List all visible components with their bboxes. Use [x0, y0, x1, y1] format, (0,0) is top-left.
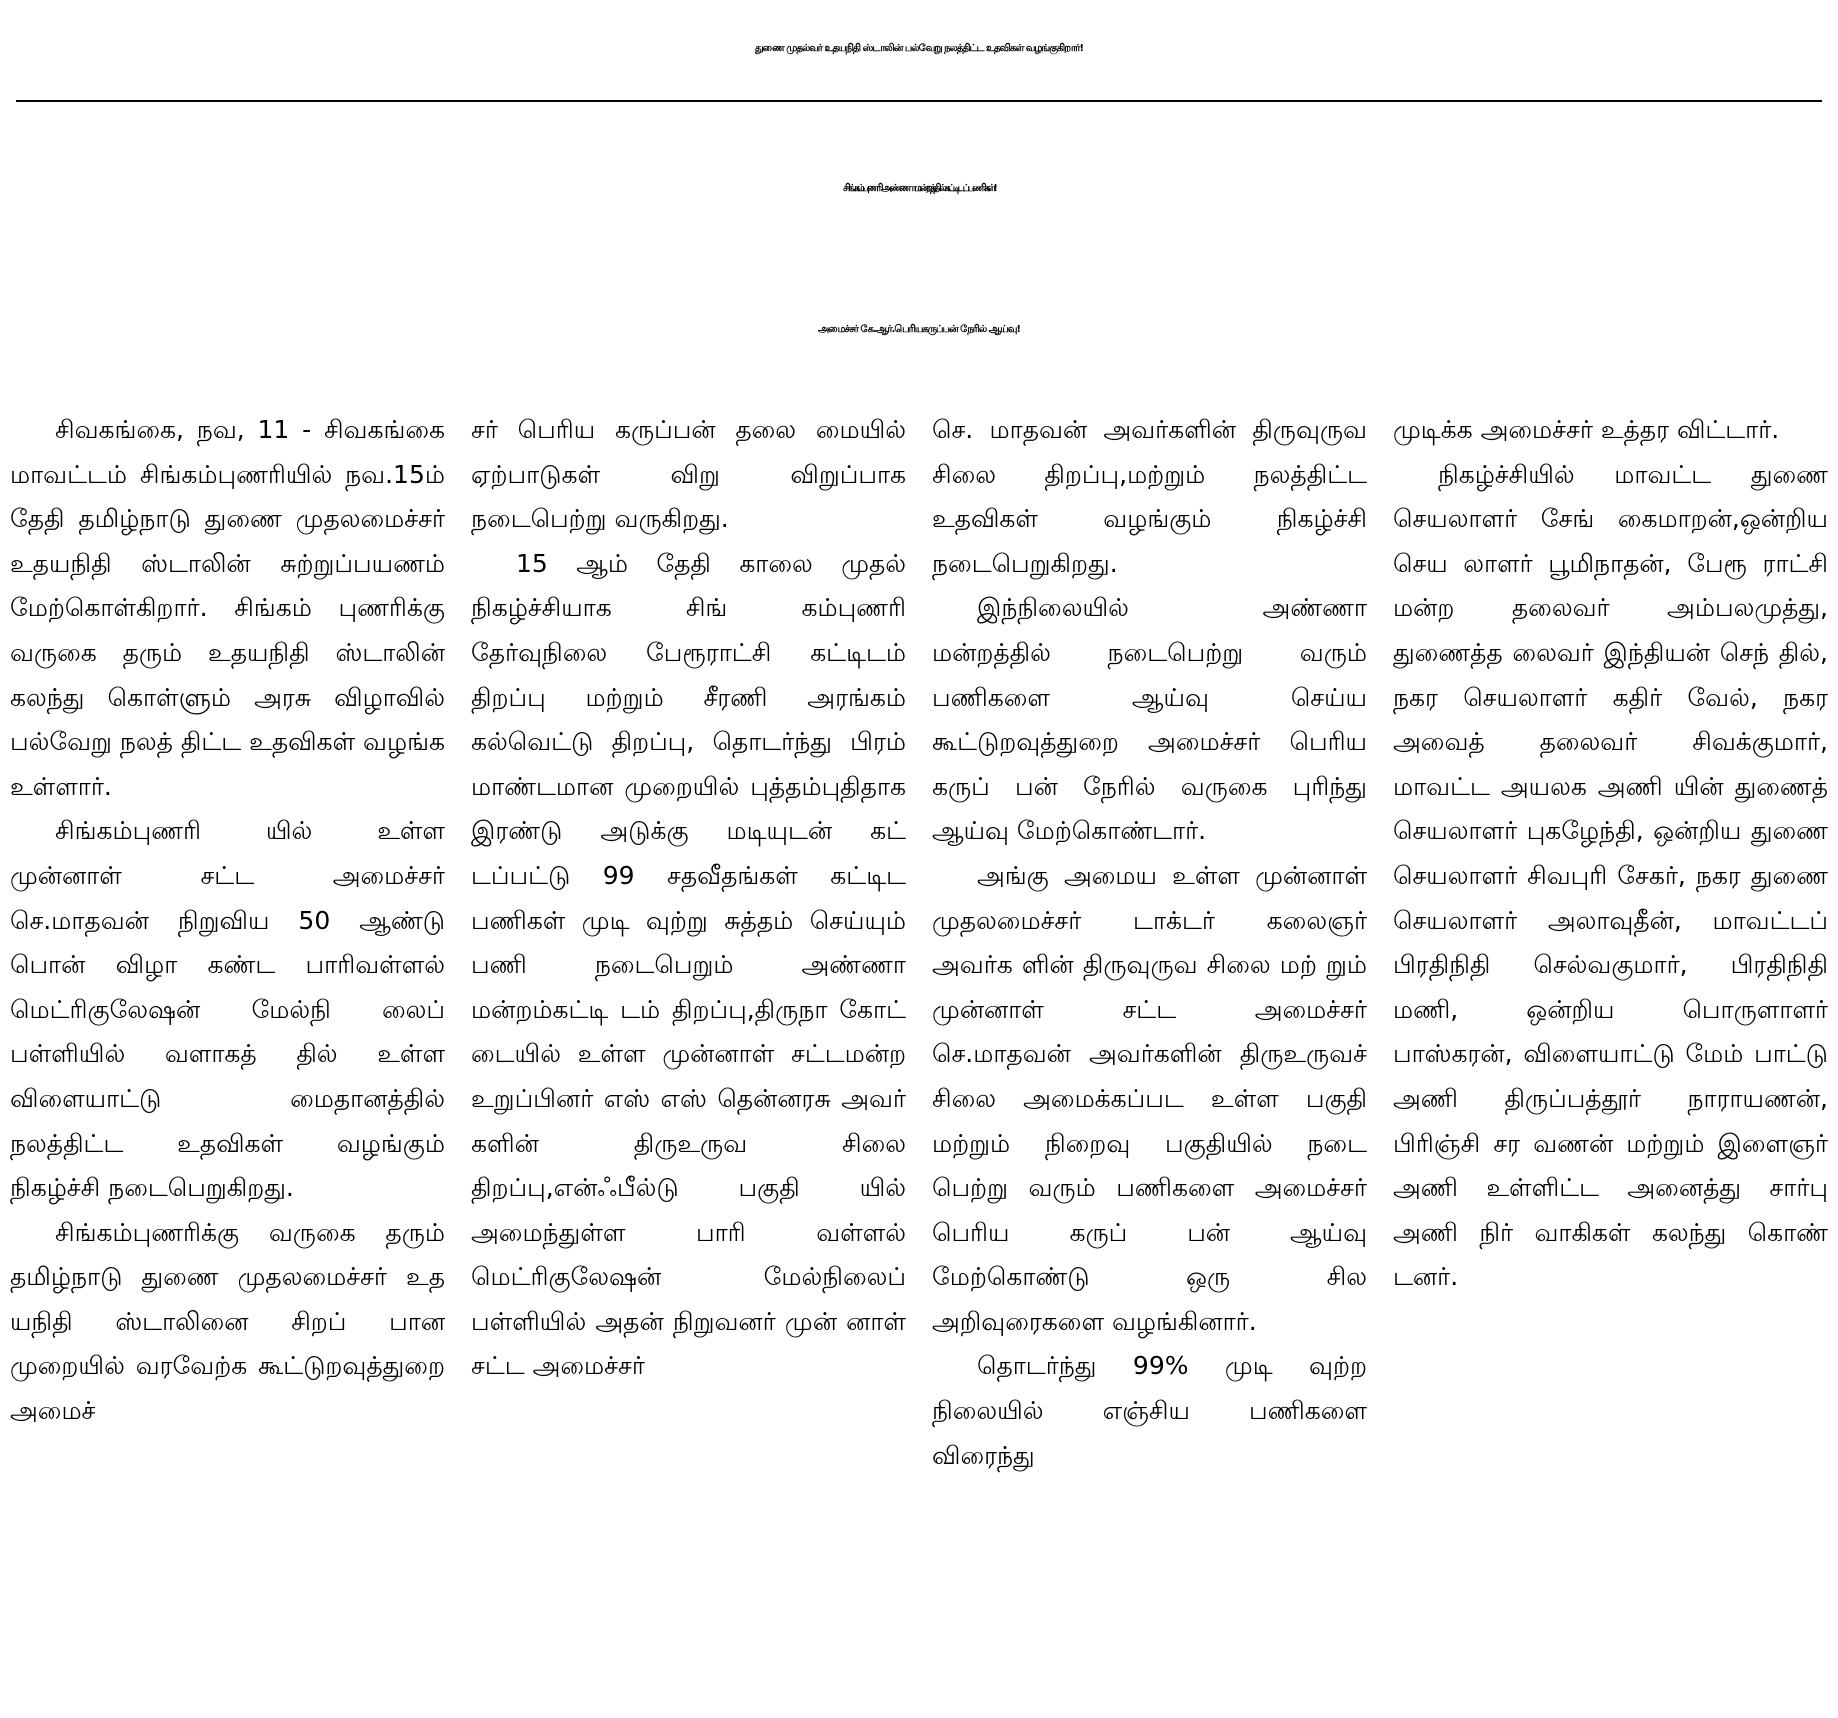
paragraph: செ. மாதவன் அவர்களின் திருவுருவ சிலை திறப்பு,மற்றும் நலத்திட்ட உதவிகள் வழங்கும் நிகழ்ச்சி நடைபெறுகிறது. — [932, 415, 1367, 578]
paragraph: தொடர்ந்து 99% முடி வுற்ற நிலையில் எஞ்சிய பணிகளை விரைந்து — [932, 1351, 1367, 1470]
paragraph: சிவகங்கை, நவ, 11 - சிவகங்கை மாவட்டம் சிங்கம்புணரியில் நவ.15ம் தேதி தமிழ்நாடு துணை முதலமைச்சர் உதயநிதி ஸ்டாலின் சுற்றுப்பயணம் மேற்கொள்கிறார். சிங்கம் புணரிக்கு வருகை தரும் உதயநிதி ஸ்டாலின் கலந்து கொள்ளும் அரசு விழாவில் பல்வேறு நலத் திட்ட உதவிகள் வழங்க உள்ளார். — [10, 415, 445, 801]
article-body — [10, 408, 1828, 1708]
sub-headline: அமைச்சர் கே.ஆர்.பெரியகருப்பன் நேரில் ஆய்வு! — [818, 324, 1020, 335]
article-column-4 — [1393, 408, 1828, 1708]
paragraph: சிங்கம்புணரிக்கு வருகை தரும் தமிழ்நாடு துணை முதலமைச்சர் உத யநிதி ஸ்டாலினை சிறப் பான முறையில் வரவேற்க கூட்டுறவுத்துறை அமைச் — [10, 1217, 445, 1426]
paragraph: நிகழ்ச்சியில் மாவட்ட துணை செயலாளர் சேங் கைமாறன்,ஒன்றிய செய லாளர் பூமிநாதன், பேரூ ராட்சி மன்ற தலைவர் அம்பலமுத்து, துணைத்த லைவர் இந்தியன் செந் தில், நகர செயலாளர் கதிர் வேல், நகர அவைத் தலைவர் சிவக்குமார், மாவட்ட அயலக அணி யின் துணைத் செயலாளர் புகழேந்தி, ஒன்றிய துணை செயலாளர் சிவபுரி சேகர், நகர துணை செயலாளர் அலாவுதீன், மாவட்டப் பிரதிநிதி செல்வகுமார், பிரதிநிதி மணி, ஒன்றிய பொருளாளர் பாஸ்கரன், விளையாட்டு மேம் பாட்டு அணி திருப்பத்தூர் நாராயணன், பிரிஞ்சி சர வணன் மற்றும் இளைஞர் அணி உள்ளிட்ட அனைத்து சார்பு அணி நிர் வாகிகள் கலந்து கொண் டனர். — [1393, 459, 1828, 1292]
article-column-1 — [10, 408, 445, 1708]
paragraph: இந்நிலையில் அண்ணா மன்றத்தில் நடைபெற்று வரும் பணிகளை ஆய்வு செய்ய கூட்டுறவுத்துறை அமைச்சர் பெரிய கருப் பன் நேரில் வருகை புரிந்து ஆய்வு மேற்கொண்டார். — [932, 593, 1367, 846]
paragraph: சர் பெரிய கருப்பன் தலை மையில் ஏற்பாடுகள் விறு விறுப்பாக நடைபெற்று வருகிறது. — [471, 415, 906, 534]
paragraph: முடிக்க அமைச்சர் உத்தர விட்டார். — [1393, 415, 1780, 444]
kicker-headline: துணை முதல்வர் உதயநிதி ஸ்டாலின் பல்வேறு நலத்திட்ட உதவிகள் வழங்குகிறார்! — [754, 43, 1084, 54]
article-column-3 — [932, 408, 1367, 1708]
paragraph: சிங்கம்புணரி யில் உள்ள முன்னாள் சட்ட அமைச்சர் செ.மாதவன் நிறுவிய 50 ஆண்டு பொன் விழா கண்ட பாரிவள்ளல் மெட்ரிகுலேஷன் மேல்நி லைப் பள்ளியில் வளாகத் தில் உள்ள விளையாட்டு மைதானத்தில் நலத்திட்ட உதவிகள் வழங்கும் நிகழ்ச்சி நடைபெறுகிறது. — [10, 816, 445, 1203]
article-column-2 — [471, 408, 906, 1708]
main-headline: சிங்கம்புணரி அண்ணா மன்றத்தில் கட்டிடப் பணிகள்! — [843, 183, 995, 194]
paragraph: 15 ஆம் தேதி காலை முதல் நிகழ்ச்சியாக சிங் கம்புணரி தேர்வுநிலை பேரூராட்சி கட்டிடம் திறப்பு மற்றும் சீரணி அரங்கம் கல்வெட்டு திறப்பு, தொடர்ந்து பிரம் மாண்டமான முறையில் புத்தம்புதிதாக இரண்டு அடுக்கு மடியுடன் கட் டப்பட்டு 99 சதவீதங்கள் கட்டிட பணிகள் முடி வுற்று சுத்தம் செய்யும் பணி நடைபெறும் அண்ணா மன்றம்கட்டி டம் திறப்பு,திருநா கோட் டையில் உள்ள முன்னாள் சட்டமன்ற உறுப்பினர் எஸ் எஸ் தென்னரசு அவர் களின் திருஉருவ சிலை திறப்பு,என்ஃபீல்டு பகுதி யில் அமைந்துள்ள பாரி வள்ளல் மெட்ரிகுலேஷன் மேல்நிலைப் பள்ளியில் அதன் நிறுவனர் முன் னாள் சட்ட அமைச்சர் — [471, 548, 906, 1381]
kicker-rule — [16, 100, 1822, 102]
paragraph: அங்கு அமைய உள்ள முன்னாள் முதலமைச்சர் டாக்டர் கலைஞர் அவர்க ளின் திருவுருவ சிலை மற் றும் முன்னாள் சட்ட அமைச்சர் செ.மாதவன் அவர்களின் திருஉருவச் சிலை அமைக்கப்பட உள்ள பகுதி மற்றும் நிறைவு பகுதியில் நடை பெற்று வரும் பணிகளை அமைச்சர் பெரிய கருப் பன் ஆய்வு மேற்கொண்டு ஒரு சில அறிவுரைகளை வழங்கினார். — [932, 860, 1367, 1336]
